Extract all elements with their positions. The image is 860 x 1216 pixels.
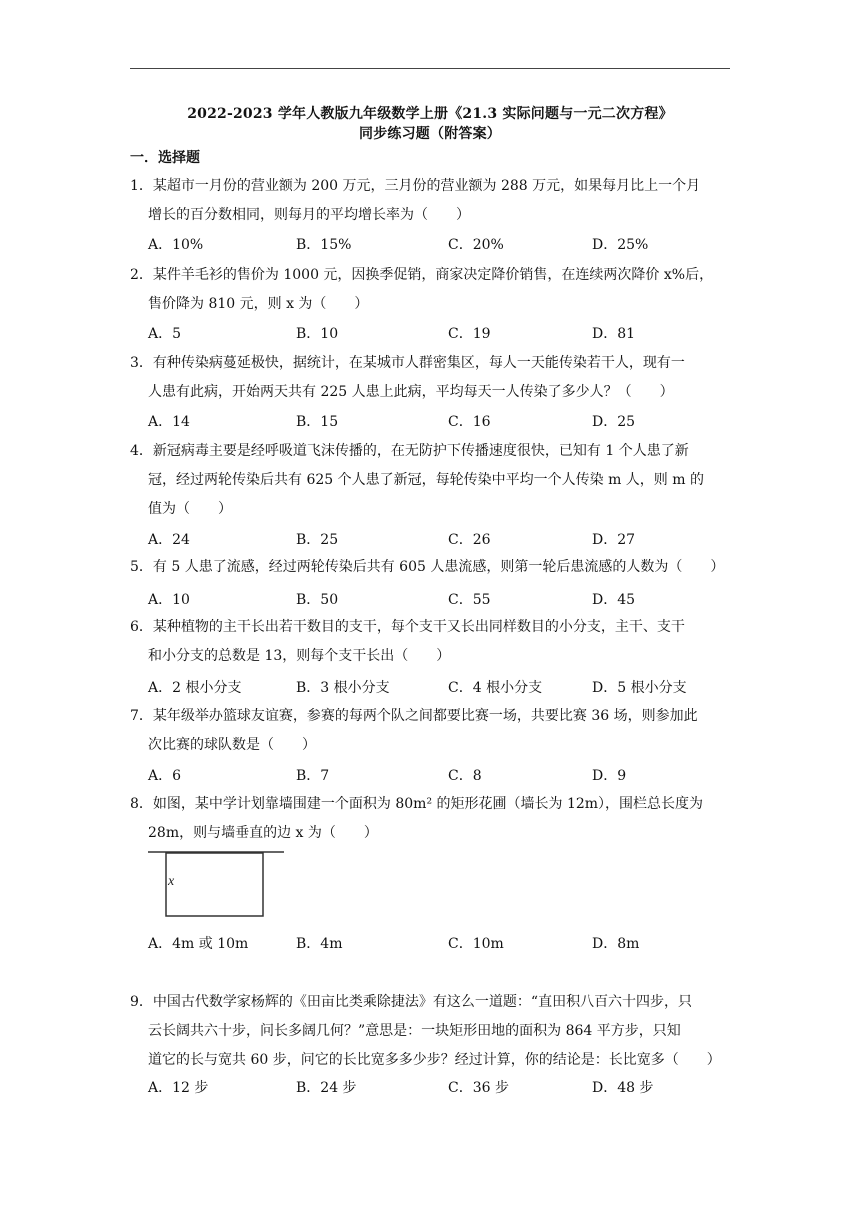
question-6 (130, 613, 735, 671)
options-7 (148, 765, 728, 787)
question-7 (130, 702, 735, 760)
question-9 (130, 988, 735, 1075)
option-d: D．45 (592, 592, 636, 608)
option-c: C．10m (448, 936, 504, 952)
option-d: D．27 (592, 532, 636, 548)
options-5 (148, 589, 728, 611)
option-d: D．25% (592, 237, 649, 253)
question-text-line: 冠，经过两轮传染后共有 625 个人患了新冠，每轮传染中平均一个人传染 m 人，则 m 的 (148, 472, 704, 488)
option-d: D．81 (592, 326, 636, 342)
option-c: C．19 (448, 326, 491, 342)
flowerbed-rectangle (166, 853, 263, 916)
question-text-line: 2．某件羊毛衫的售价为 1000 元，因换季促销，商家决定降价销售，在连续两次降价 x%后， (130, 267, 714, 283)
options-3 (148, 411, 728, 433)
option-b: B．4m (296, 936, 343, 952)
option-c: C．8 (448, 768, 482, 784)
option-b: B．7 (296, 768, 330, 784)
question-text-line: 道它的长与宽共 60 步，问它的长比宽多多少步？经过计算，你的结论是：长比宽多（ ） (148, 1052, 721, 1068)
option-b: B．24 步 (296, 1080, 357, 1096)
options-2 (148, 323, 728, 345)
option-d: D．8m (592, 936, 640, 952)
document-title-line2: 同步练习题（附答案） (359, 126, 501, 142)
option-d: D．48 步 (592, 1080, 654, 1096)
option-a: A．4m 或 10m (148, 936, 249, 952)
option-c: C．26 (448, 532, 491, 548)
option-c: C．4 根小分支 (448, 680, 543, 696)
header-rule (130, 68, 730, 69)
options-8 (148, 933, 728, 955)
question-text-line: 28m，则与墙垂直的边 x 为（ ） (148, 825, 378, 841)
option-d: D．5 根小分支 (592, 680, 687, 696)
side-x-label: x (168, 874, 175, 889)
question-text-line: 次比赛的球队数是（ ） (148, 737, 316, 753)
option-a: A．2 根小分支 (148, 680, 242, 696)
question-text-line: 4．新冠病毒主要是经呼吸道飞沫传播的，在无防护下传播速度很快，已知有 1 个人患了新 (130, 443, 689, 459)
option-a: A．5 (148, 326, 182, 342)
option-d: D．25 (592, 414, 636, 430)
fence-diagram (148, 850, 288, 920)
option-c: C．36 步 (448, 1080, 509, 1096)
option-c: C．16 (448, 414, 491, 430)
option-b: B．50 (296, 592, 339, 608)
section-heading: 一．选择题 (130, 150, 200, 166)
question-text-line: 值为（ ） (148, 501, 232, 517)
options-1 (148, 234, 728, 256)
option-b: B．15% (296, 237, 352, 253)
question-text-line: 9．中国古代数学家杨辉的《田亩比类乘除捷法》有这么一道题：“直田积八百六十四步，只 (130, 994, 693, 1010)
question-1 (130, 172, 735, 230)
option-c: C．55 (448, 592, 491, 608)
option-a: A．12 步 (148, 1080, 209, 1096)
question-text-line: 人患有此病，开始两天共有 225 人患上此病，平均每天一人传染了多少人？（ ） (148, 384, 674, 400)
option-b: B．10 (296, 326, 339, 342)
options-4 (148, 529, 728, 551)
question-2 (130, 261, 735, 319)
question-4 (130, 437, 735, 524)
question-text-line: 6．某种植物的主干长出若干数目的支干，每个支干又长出同样数目的小分支，主干、支干 (130, 619, 685, 635)
question-text-line: 云长阔共六十步，问长多阔几何？”意思是：一块矩形田地的面积为 864 平方步，只知 (148, 1023, 681, 1039)
option-a: A．10% (148, 237, 204, 253)
option-a: A．6 (148, 768, 182, 784)
options-9 (148, 1077, 728, 1099)
option-b: B．25 (296, 532, 339, 548)
option-d: D．9 (592, 768, 627, 784)
question-3 (130, 349, 735, 407)
question-text-line: 和小分支的总数是 13，则每个支干长出（ ） (148, 648, 451, 664)
question-text-line: 增长的百分数相同，则每月的平均增长率为（ ） (148, 207, 470, 223)
question-text-line: 1．某超市一月份的营业额为 200 万元，三月份的营业额为 288 万元，如果每月比上一个月 (130, 178, 701, 194)
option-c: C．20% (448, 237, 504, 253)
question-text-line: 7．某年级举办篮球友谊赛，参赛的每两个队之间都要比赛一场，共要比赛 36 场，则参加此 (130, 708, 698, 724)
question-text-line: 8．如图，某中学计划靠墙围建一个面积为 80m² 的矩形花圃（墙长为 12m），围栏总长度为 (130, 796, 704, 812)
question-8 (130, 790, 735, 848)
option-b: B．3 根小分支 (296, 680, 390, 696)
question-text-line: 5．有 5 人患了流感，经过两轮传染后共有 605 人患流感，则第一轮后患流感的人数为（ ） (130, 559, 725, 575)
option-a: A．24 (148, 532, 190, 548)
option-a: A．14 (148, 414, 190, 430)
question-text-line: 3．有种传染病蔓延极快，据统计，在某城市人群密集区，每人一天能传染若干人，现有一 (130, 355, 685, 371)
options-6 (148, 677, 728, 699)
option-a: A．10 (148, 592, 190, 608)
question-text-line: 售价降为 810 元，则 x 为（ ） (148, 296, 369, 312)
question-5 (130, 553, 735, 582)
document-title-line1: 2022-2023 学年人教版九年级数学上册《21.3 实际问题与一元二次方程》 (187, 106, 673, 122)
option-b: B．15 (296, 414, 339, 430)
